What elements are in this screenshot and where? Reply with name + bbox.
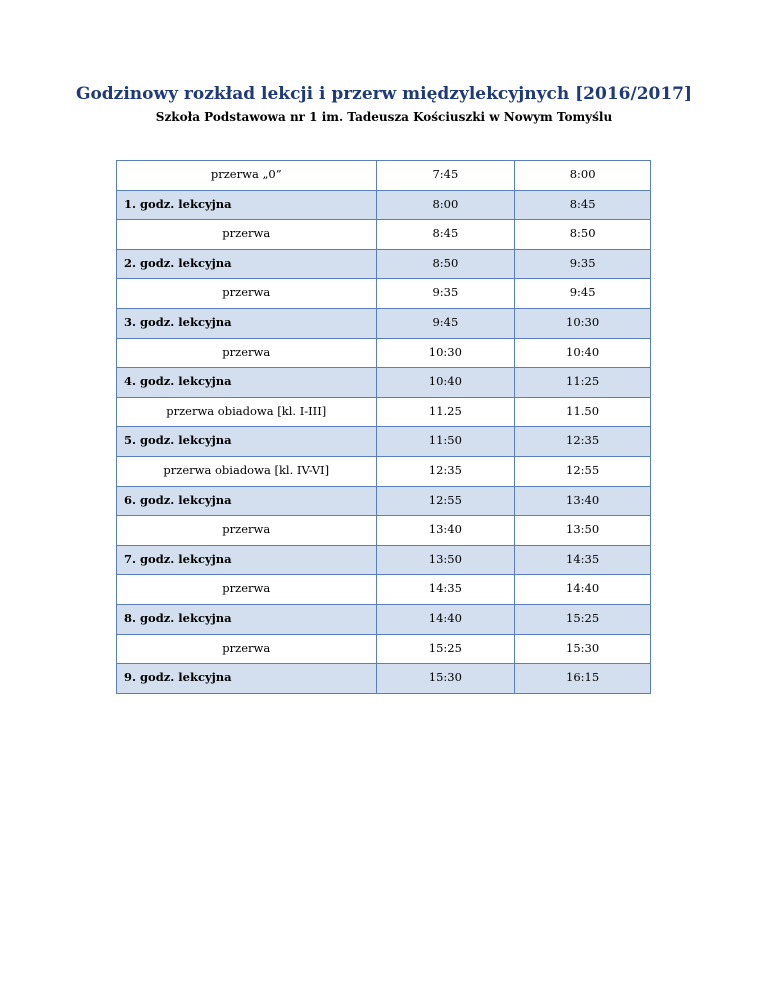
row-label: 6. godz. lekcyjna [124, 492, 232, 507]
row-label: 5. godz. lekcyjna [124, 433, 232, 448]
row-label: 4. godz. lekcyjna [124, 374, 232, 389]
row-end-time-cell [515, 397, 651, 427]
schedule-body [117, 161, 651, 694]
row-end-time-cell [515, 279, 651, 309]
row-label: przerwa [222, 640, 271, 655]
break-row [117, 220, 651, 250]
row-end-time-cell [515, 249, 651, 279]
row-end-time-cell [515, 427, 651, 457]
row-label-cell [117, 545, 377, 575]
row-label-cell [117, 220, 377, 250]
row-end-time-cell [515, 664, 651, 694]
row-start-time: 8:50 [432, 255, 459, 270]
break-row [117, 575, 651, 605]
row-end-time-cell [515, 604, 651, 634]
row-end-time-cell [515, 308, 651, 338]
lesson-row [117, 604, 651, 634]
row-end-time-cell [515, 545, 651, 575]
row-label-cell [117, 486, 377, 516]
lesson-row [117, 368, 651, 398]
row-label-cell [117, 368, 377, 398]
row-label: przerwa [222, 226, 271, 241]
schedule-table [116, 160, 651, 694]
row-start-time-cell [376, 516, 515, 546]
row-start-time-cell [376, 604, 515, 634]
row-end-time: 10:30 [566, 314, 600, 329]
row-start-time-cell [376, 338, 515, 368]
row-label-cell [117, 338, 377, 368]
row-start-time: 13:50 [428, 551, 462, 566]
row-label-cell [117, 427, 377, 457]
row-label-cell [117, 516, 377, 546]
row-label-cell [117, 249, 377, 279]
row-start-time-cell [376, 634, 515, 664]
row-start-time: 7:45 [432, 167, 459, 181]
row-start-time-cell [376, 279, 515, 309]
row-start-time-cell [376, 190, 515, 220]
row-label-cell [117, 279, 377, 309]
row-label: 7. godz. lekcyjna [124, 551, 232, 566]
row-label-cell [117, 190, 377, 220]
row-start-time: 11.25 [428, 403, 462, 418]
row-label-cell [117, 397, 377, 427]
row-label: przerwa [222, 285, 271, 300]
break-row [117, 338, 651, 368]
lesson-row [117, 308, 651, 338]
row-start-time: 12:55 [428, 492, 462, 507]
row-label: 1. godz. lekcyjna [124, 196, 232, 211]
row-end-time: 9:35 [569, 255, 596, 270]
row-start-time-cell [376, 368, 515, 398]
row-start-time-cell [376, 427, 515, 457]
row-end-time-cell [515, 220, 651, 250]
row-end-time-cell [515, 575, 651, 605]
row-label-cell [117, 634, 377, 664]
row-start-time-cell [376, 545, 515, 575]
lesson-row [117, 664, 651, 694]
row-start-time-cell [376, 220, 515, 250]
row-label-cell [117, 604, 377, 634]
row-end-time-cell [515, 368, 651, 398]
break-row [117, 456, 651, 486]
row-start-time-cell [376, 486, 515, 516]
row-start-time: 10:40 [428, 374, 462, 389]
row-end-time-cell [515, 190, 651, 220]
row-label-cell [117, 575, 377, 605]
row-label: 2. godz. lekcyjna [124, 255, 232, 270]
lesson-row [117, 486, 651, 516]
row-end-time-cell [515, 634, 651, 664]
row-label-cell [117, 161, 377, 191]
row-start-time-cell [376, 575, 515, 605]
row-end-time: 10:40 [566, 344, 600, 359]
row-end-time-cell [515, 161, 651, 191]
row-end-time: 11:25 [566, 374, 600, 389]
break-row [117, 279, 651, 309]
row-end-time: 12:35 [566, 433, 600, 448]
row-end-time: 14:40 [566, 581, 600, 596]
row-start-time: 14:35 [428, 581, 462, 596]
row-end-time-cell [515, 516, 651, 546]
row-label: 3. godz. lekcyjna [124, 314, 232, 329]
row-end-time: 13:50 [566, 522, 600, 537]
lesson-row [117, 249, 651, 279]
row-label: 8. godz. lekcyjna [124, 610, 232, 625]
row-start-time-cell [376, 249, 515, 279]
row-start-time: 14:40 [428, 610, 462, 625]
row-label: 9. godz. lekcyjna [124, 670, 232, 685]
row-start-time: 8:45 [432, 226, 459, 241]
row-start-time: 9:45 [432, 314, 459, 329]
row-start-time: 13:40 [428, 522, 462, 537]
row-end-time-cell [515, 456, 651, 486]
row-start-time-cell [376, 161, 515, 191]
row-end-time: 8:00 [569, 167, 596, 181]
lesson-row [117, 427, 651, 457]
row-label: przerwa [222, 522, 271, 537]
row-label: przerwa obiadowa [kl. IV-VI] [163, 462, 330, 477]
row-end-time: 8:50 [569, 226, 596, 241]
row-label: przerwa obiadowa [kl. I-III] [166, 403, 327, 418]
row-start-time: 9:35 [432, 285, 459, 300]
break-row [117, 161, 651, 191]
row-end-time: 15:30 [566, 640, 600, 655]
row-label: przerwa [222, 581, 271, 596]
lesson-row [117, 190, 651, 220]
row-end-time: 9:45 [569, 285, 596, 300]
row-end-time: 16:15 [566, 670, 600, 685]
row-start-time-cell [376, 308, 515, 338]
row-end-time-cell [515, 338, 651, 368]
row-label: przerwa [222, 344, 271, 359]
row-start-time: 11:50 [428, 433, 462, 448]
row-start-time: 15:30 [428, 670, 462, 685]
row-end-time-cell [515, 486, 651, 516]
row-label-cell [117, 308, 377, 338]
lesson-row [117, 545, 651, 575]
break-row [117, 516, 651, 546]
row-label-cell [117, 456, 377, 486]
row-start-time-cell [376, 456, 515, 486]
row-label: przerwa „0” [210, 167, 282, 181]
row-start-time: 12:35 [428, 462, 462, 477]
row-start-time: 15:25 [428, 640, 462, 655]
break-row [117, 397, 651, 427]
row-start-time: 8:00 [432, 196, 459, 211]
row-end-time: 15:25 [566, 610, 600, 625]
break-row [117, 634, 651, 664]
row-start-time: 10:30 [428, 344, 462, 359]
page-title: Godzinowy rozkład lekcji i przerw międzylekcyjnych [2016/2017] [75, 84, 693, 104]
page-subtitle: Szkoła Podstawowa nr 1 im. Tadeusza Kościuszki w Nowym Tomyślu [155, 110, 613, 124]
row-label-cell [117, 664, 377, 694]
row-end-time: 13:40 [566, 492, 600, 507]
row-end-time: 12:55 [566, 462, 600, 477]
row-end-time: 8:45 [569, 196, 596, 211]
row-start-time-cell [376, 397, 515, 427]
row-end-time: 11.50 [566, 403, 600, 418]
row-end-time: 14:35 [566, 551, 600, 566]
row-start-time-cell [376, 664, 515, 694]
